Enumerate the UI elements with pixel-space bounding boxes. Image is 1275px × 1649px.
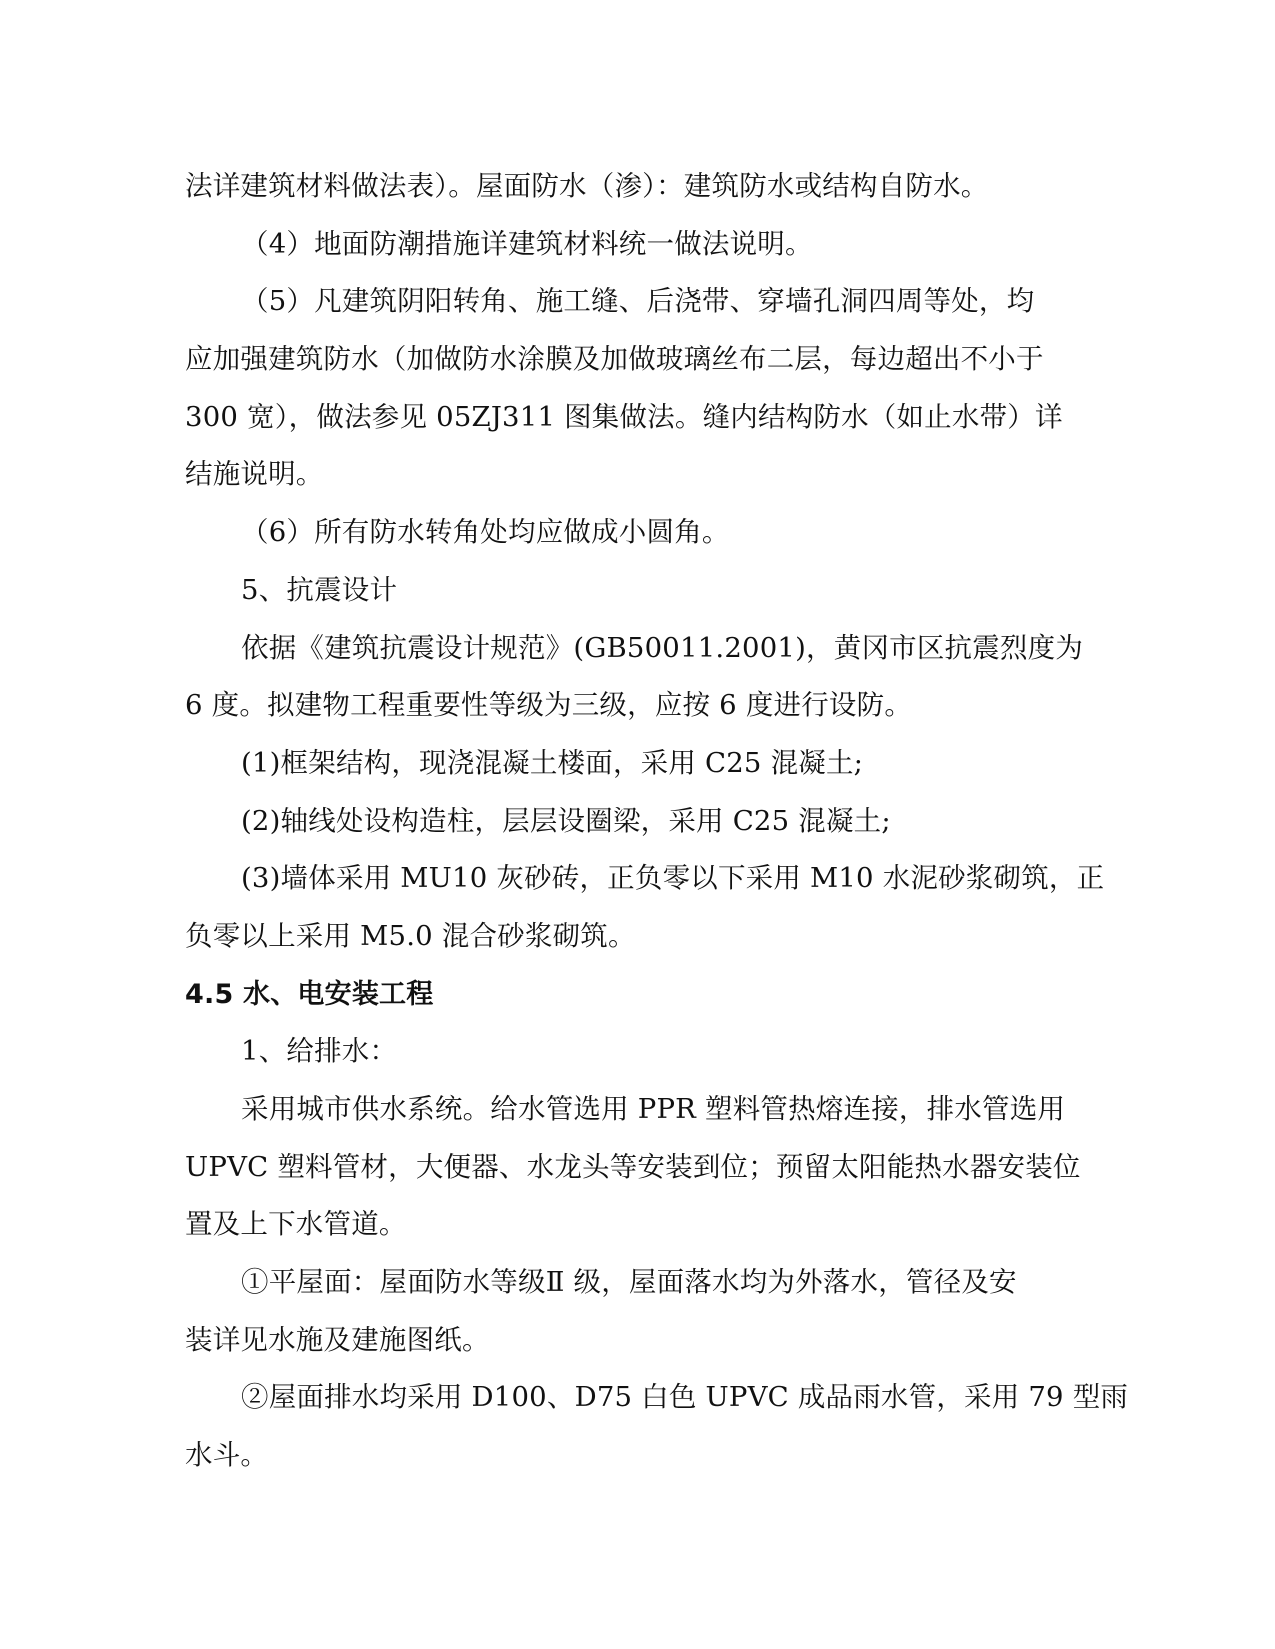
document-body xyxy=(185,158,1129,1485)
text-line: (2)轴线处设构造柱，层层设圈梁，采用 C25 混凝土; xyxy=(241,804,891,837)
text-line: 法详建筑材料做法表）。屋面防水（渗）：建筑防水或结构自防水。 xyxy=(185,170,989,202)
section-heading: 4.5 水、电安装工程 xyxy=(185,978,434,1010)
text-line: （4）地面防潮措施详建筑材料统一做法说明。 xyxy=(241,227,813,260)
text-line: 结施说明。 xyxy=(185,458,324,491)
text-line: （6）所有防水转角处均应做成小圆角。 xyxy=(241,516,730,549)
text-line: 置及上下水管道。 xyxy=(185,1208,407,1241)
text-line: （5）凡建筑阴阳转角、施工缝、后浇带、穿墙孔洞四周等处，均 xyxy=(241,285,1035,318)
text-line: 6 度。拟建物工程重要性等级为三级，应按 6 度进行设防。 xyxy=(185,689,913,722)
text-line: 应加强建筑防水（加做防水涂膜及加做玻璃丝布二层，每边超出不小于 xyxy=(185,343,1044,376)
text-line: 负零以上采用 M5.0 混合砂浆砌筑。 xyxy=(185,919,636,952)
text-line: (3)墙体采用 MU10 灰砂砖，正负零以下采用 M10 水泥砂浆砌筑，正 xyxy=(241,862,1105,895)
section-subtitle: 1、给排水： xyxy=(241,1035,398,1068)
text-line: 水斗。 xyxy=(185,1439,269,1472)
text-line: 300 宽），做法参见 05ZJ311 图集做法。缝内结构防水（如止水带）详 xyxy=(185,400,1063,433)
text-line: 依据《建筑抗震设计规范》(GB50011.2001)，黄冈市区抗震烈度为 xyxy=(241,631,1084,664)
text-line: ②屋面排水均采用 D100、D75 白色 UPVC 成品雨水管，采用 79 型雨 xyxy=(241,1381,1129,1414)
text-line: 装详见水施及建施图纸。 xyxy=(185,1323,490,1356)
text-line: ①平屋面：屋面防水等级Ⅱ 级，屋面落水均为外落水，管径及安 xyxy=(241,1266,1017,1299)
section-subtitle: 5、抗震设计 xyxy=(241,573,398,606)
text-line: UPVC 塑料管材，大便器、水龙头等安装到位；预留太阳能热水器安装位 xyxy=(185,1150,1081,1183)
text-line: (1)框架结构，现浇混凝土楼面，采用 C25 混凝土; xyxy=(241,746,864,779)
text-line: 采用城市供水系统。给水管选用 PPR 塑料管热熔连接，排水管选用 xyxy=(241,1093,1066,1125)
